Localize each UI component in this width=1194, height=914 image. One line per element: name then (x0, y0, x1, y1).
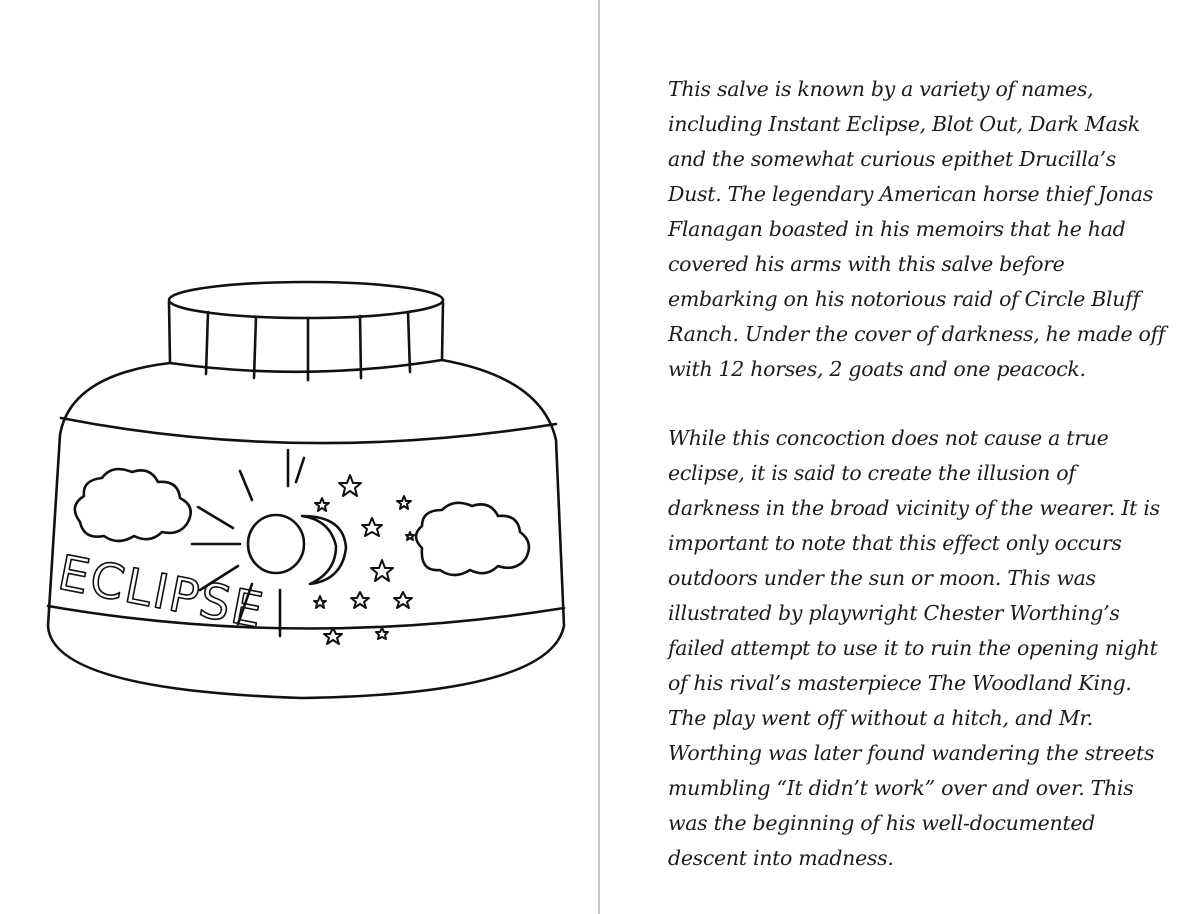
cloud-icon (416, 503, 529, 575)
jar-body (48, 360, 564, 698)
paragraph-history: This salve is known by a variety of names, including Instant Eclipse, Blot Out, Dark Mask and the somewhat curious epithet Drucilla’s Dust. The legendary American horse thief Jonas Flanagan boasted in his memoirs that he had covered his arms with this salve before embarking on his notorious raid of Circle Bluff Ranch. Under the cover of darkness, he made off with 12 horses, 2 goats and one peacock. (668, 77, 1166, 381)
jar-lid (169, 282, 443, 380)
paragraph-effect: While this concoction does not cause a true eclipse, it is said to create the illusion of darkness in the broad vicinity of the wearer. It is important to note that this effect only occurs outdoors under the sun or moon. This was illustrated by playwright Chester Worthing’s failed attempt to use it to ruin the opening night of his rival’s masterpiece The Woodland King. The play went off without a hitch, and Mr. Worthing was later found wandering the streets mumbling “It didn’t work” over and over. This was the beginning of his well-documented descent into madness. (668, 426, 1160, 870)
cloud-icon (75, 469, 191, 541)
moon-icon (302, 516, 346, 584)
stars-icon (314, 475, 414, 644)
salve-jar-illustration (30, 270, 590, 710)
jar-label: ECLIPSE (53, 544, 270, 640)
salve-jar-icon (30, 270, 590, 710)
body-text (668, 72, 1168, 910)
right-page (600, 0, 1194, 914)
